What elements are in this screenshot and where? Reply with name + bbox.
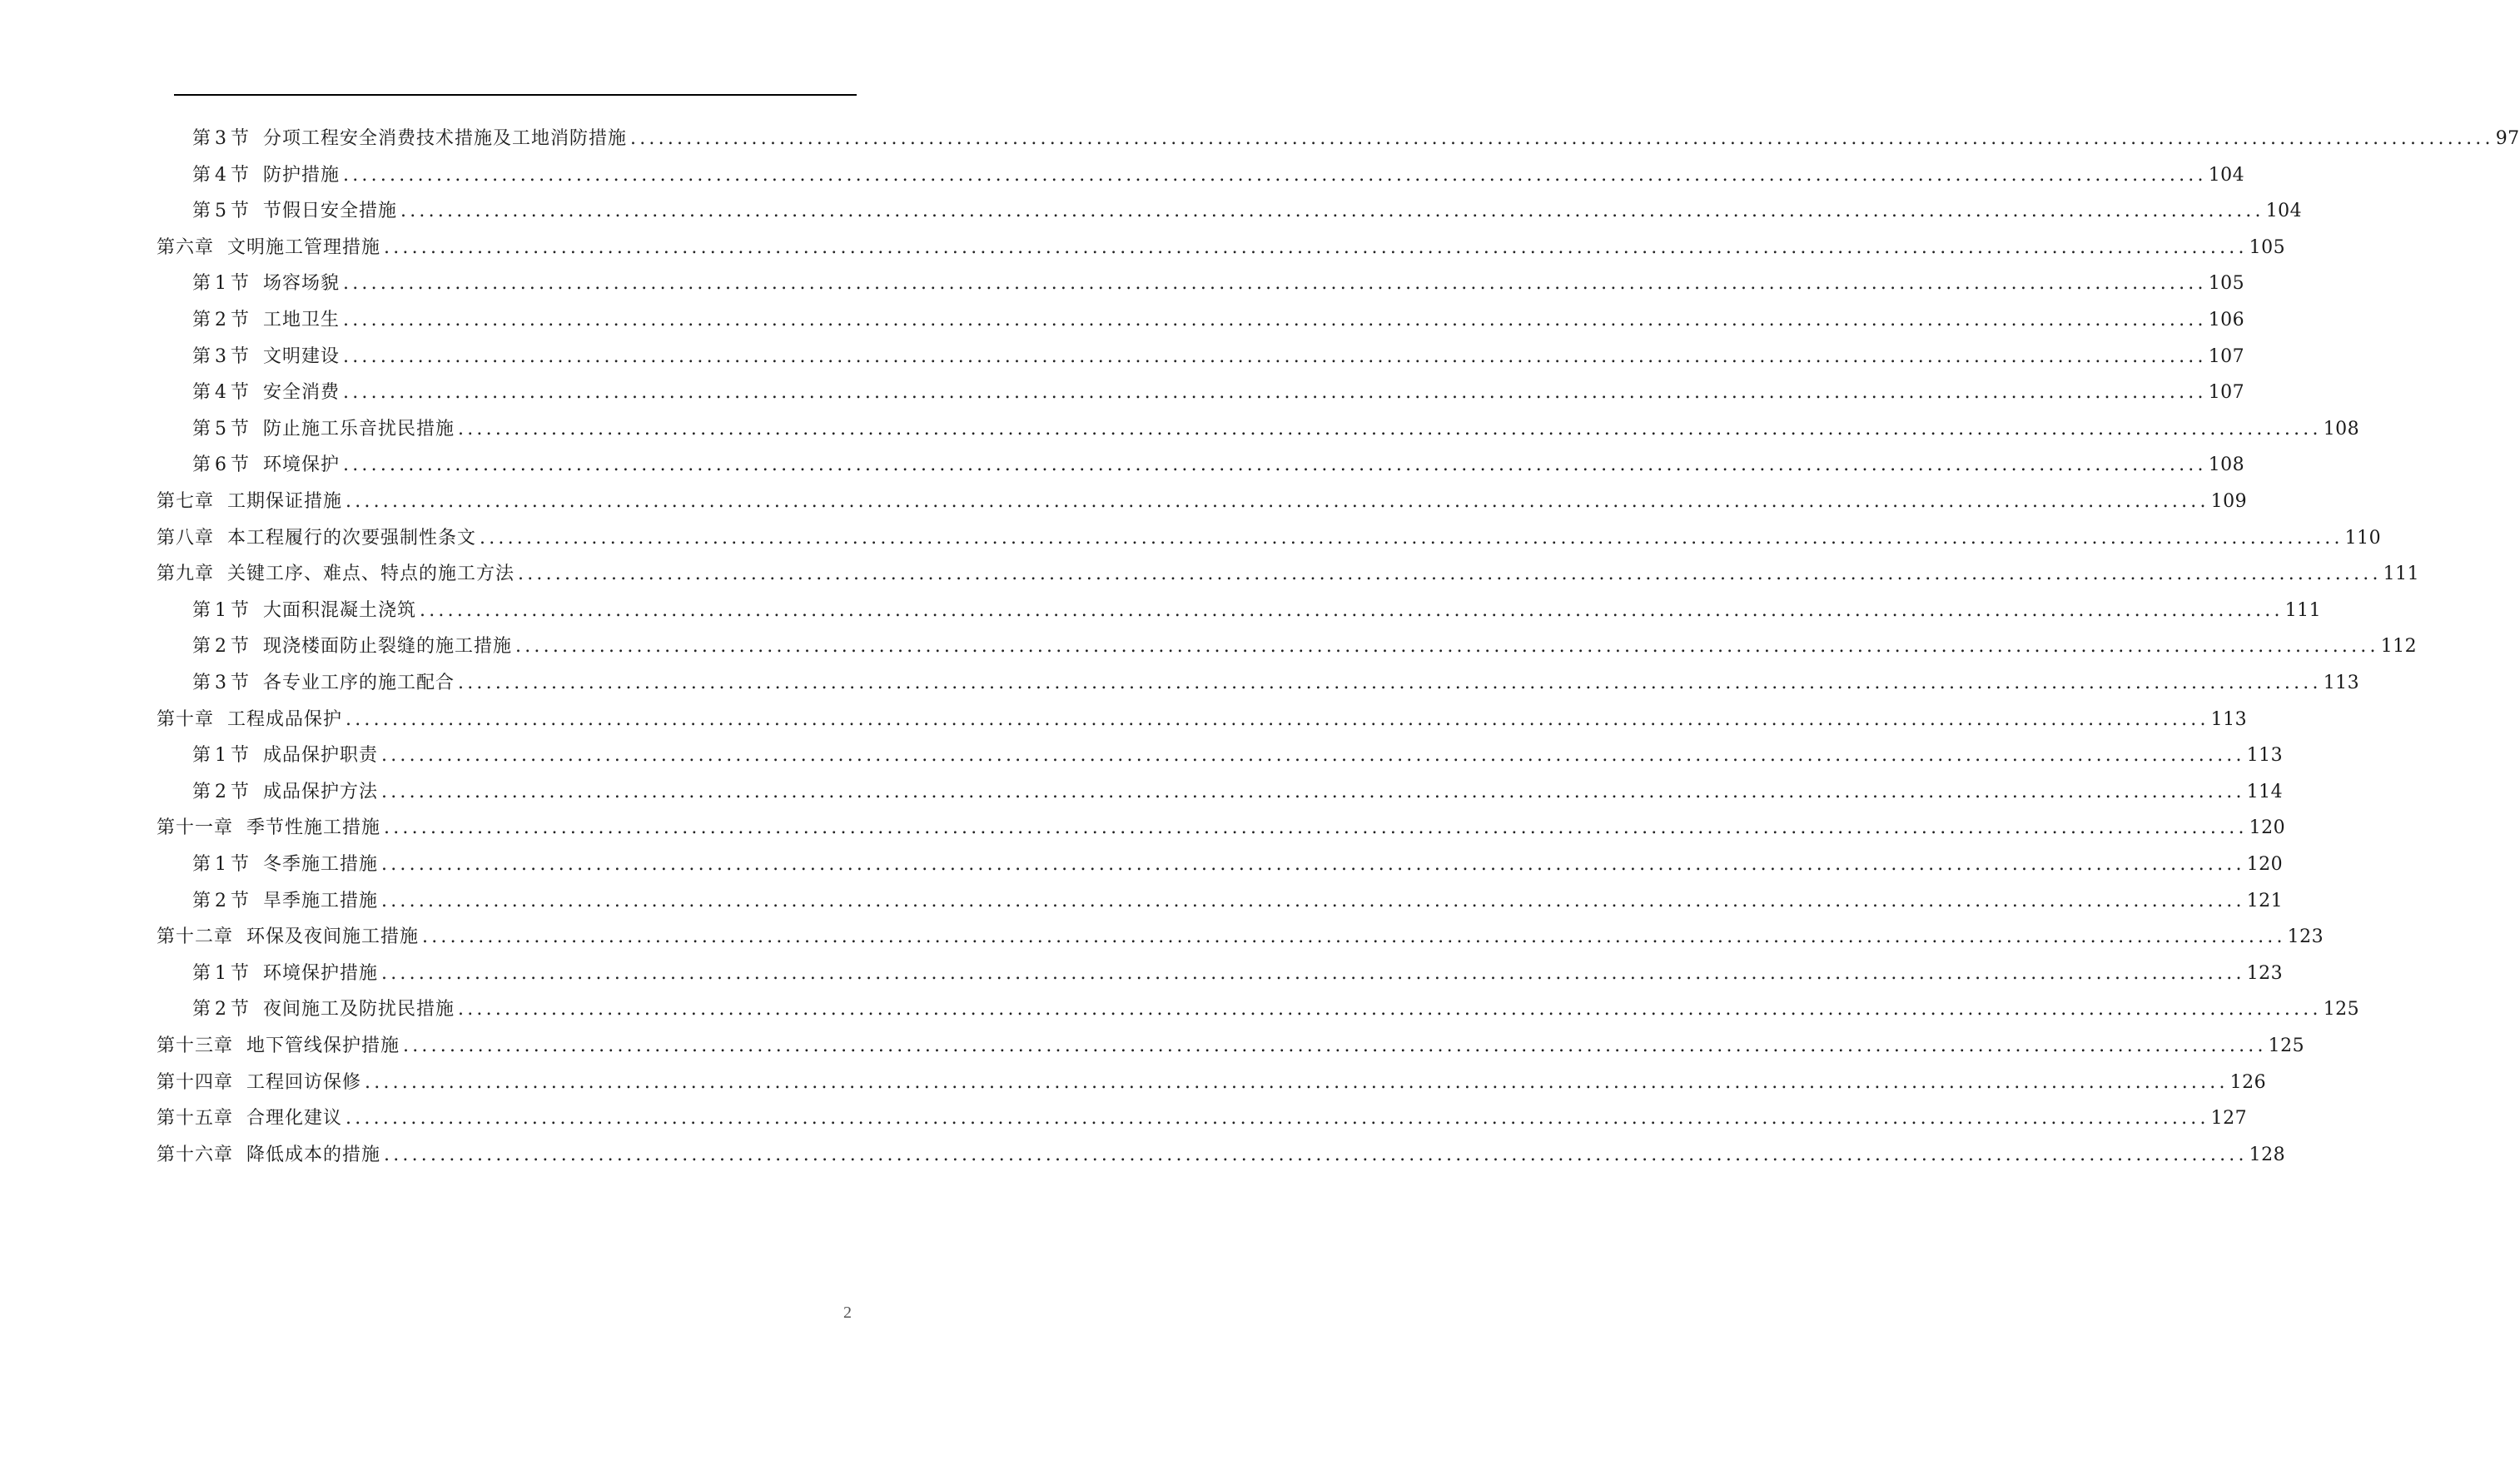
toc-entry-prefix: 第: [192, 962, 212, 984]
toc-entry-page: 111: [2284, 599, 2322, 621]
toc-entry-label: [192, 667, 455, 700]
toc-entry-prefix: 第: [192, 164, 212, 186]
toc-entry-label: [192, 304, 340, 337]
toc-entry-label: [192, 776, 378, 809]
toc-entry-number: 4: [215, 382, 228, 404]
toc-entry-prefix: 第: [192, 201, 212, 222]
toc-entry-suffix: 节: [231, 418, 251, 439]
toc-dot-leader: ........................................................................................................................................................................................................: [515, 636, 2379, 658]
toc-entry-suffix: 节: [231, 164, 251, 186]
toc-entry-label: [157, 703, 342, 737]
toc-entry-label: [192, 195, 397, 228]
toc-entry-prefix: 第: [192, 745, 212, 767]
toc-chapter-entry[interactable]: [157, 1066, 2267, 1100]
toc-entry-title: 环境保护措施: [263, 962, 379, 984]
toc-entry-number: 1: [215, 854, 228, 875]
toc-entry-page: 123: [2287, 926, 2324, 948]
toc-entry-number: 1: [215, 745, 228, 767]
toc-section-entry[interactable]: [192, 159, 2245, 192]
toc-entry-suffix: 节: [231, 345, 251, 367]
toc-entry-label: [192, 376, 340, 410]
toc-entry-page: 109: [2210, 491, 2248, 512]
toc-section-entry[interactable]: [192, 630, 2418, 663]
toc-dot-leader: ........................................................................................................................................................................................................: [343, 310, 2207, 330]
toc-entry-page: 120: [2246, 854, 2284, 875]
toc-entry-suffix: 节: [231, 454, 251, 476]
toc-entry-title: 节假日安全措施: [263, 201, 398, 222]
toc-entry-title: 防护措施: [263, 164, 340, 186]
toc-entry-label: [157, 1102, 342, 1135]
toc-entry-number: 3: [215, 673, 228, 693]
toc-entry-title: 文明建设: [263, 345, 340, 367]
toc-entry-title: 工程回访保修: [246, 1071, 362, 1093]
toc-entry-title: 本工程履行的次要强制性条文: [227, 527, 477, 549]
toc-entry-prefix: 第十六章: [157, 1144, 234, 1165]
toc-entry-prefix: 第十章: [157, 708, 215, 730]
toc-entry-title: 冬季施工措施: [263, 854, 379, 875]
toc-entry-title: 工程成品保护: [227, 708, 343, 730]
toc-entry-title: 降低成本的措施: [246, 1144, 381, 1165]
toc-entry-label: [192, 340, 340, 374]
toc-entry-title: 场容场貌: [263, 273, 340, 295]
toc-dot-leader: ........................................................................................................................................................................................................: [343, 164, 2207, 186]
toc-chapter-entry[interactable]: [157, 921, 2324, 954]
toc-entry-prefix: 第十四章: [157, 1071, 234, 1093]
toc-section-entry[interactable]: [192, 413, 2360, 446]
toc-entry-prefix: 第: [192, 382, 212, 404]
toc-section-entry[interactable]: [192, 267, 2245, 300]
toc-entry-label: [192, 957, 378, 991]
toc-dot-leader: ........................................................................................................................................................................................................: [458, 673, 2322, 693]
toc-dot-leader: ........................................................................................................................................................................................................: [422, 926, 2286, 948]
toc-dot-leader: ........................................................................................................................................................................................................: [345, 1108, 2209, 1130]
toc-dot-leader: ........................................................................................................................................................................................................: [365, 1071, 2229, 1093]
toc-entry-prefix: 第九章: [157, 564, 215, 585]
toc-entry-suffix: 节: [231, 745, 251, 767]
toc-chapter-entry[interactable]: [157, 522, 2382, 555]
toc-entry-title: 分项工程安全消费技术措施及工地消防措施: [263, 128, 628, 149]
toc-entry-label: [192, 122, 627, 156]
toc-entry-title: 防止施工乐音扰民措施: [263, 418, 455, 439]
toc-entry-page: 120: [2249, 817, 2286, 839]
toc-entry-suffix: 节: [231, 636, 251, 658]
toc-entry-prefix: 第: [192, 854, 212, 875]
toc-entry-prefix: 第: [192, 999, 212, 1021]
toc-entry-title: 季节性施工措施: [246, 817, 381, 839]
toc-entry-page: 107: [2208, 345, 2245, 367]
toc-chapter-entry[interactable]: [157, 1139, 2286, 1172]
toc-entry-page: 113: [2323, 673, 2360, 693]
toc-dot-leader: ........................................................................................................................................................................................................: [400, 201, 2264, 222]
toc-chapter-entry[interactable]: [157, 485, 2248, 519]
toc-dot-leader: ........................................................................................................................................................................................................: [381, 962, 2245, 984]
toc-dot-leader: ........................................................................................................................................................................................................: [403, 1035, 2267, 1056]
toc-entry-prefix: 第十一章: [157, 817, 234, 839]
toc-entry-title: 各专业工序的施工配合: [263, 673, 455, 693]
toc-dot-leader: ........................................................................................................................................................................................................: [381, 781, 2245, 802]
toc-entry-suffix: 节: [231, 999, 251, 1021]
toc-entry-title: 夜间施工及防扰民措施: [263, 999, 455, 1021]
toc-entry-title: 工地卫生: [263, 310, 340, 330]
toc-entry-suffix: 节: [231, 273, 251, 295]
toc-entry-page: 127: [2210, 1108, 2248, 1130]
toc-section-entry[interactable]: [192, 340, 2245, 374]
toc-dot-leader: ........................................................................................................................................................................................................: [384, 817, 2248, 839]
toc-entry-suffix: 节: [231, 201, 251, 222]
toc-entry-prefix: 第: [192, 310, 212, 330]
toc-entry-page: 97: [2495, 128, 2520, 149]
toc-entry-page: 112: [2380, 636, 2418, 658]
toc-entry-title: 关键工序、难点、特点的施工方法: [227, 564, 515, 585]
toc-section-entry[interactable]: [192, 776, 2284, 809]
toc-entry-page: 114: [2246, 781, 2284, 802]
toc-entry-label: [157, 522, 476, 555]
toc-entry-number: 1: [215, 599, 228, 621]
toc-dot-leader: ........................................................................................................................................................................................................: [384, 236, 2248, 258]
toc-entry-number: 2: [215, 636, 228, 658]
toc-entry-label: [157, 1066, 361, 1100]
toc-entry-page: 105: [2208, 273, 2245, 295]
toc-entry-suffix: 节: [231, 310, 251, 330]
toc-entry-suffix: 节: [231, 890, 251, 911]
toc-section-entry[interactable]: [192, 449, 2245, 482]
toc-dot-leader: ........................................................................................................................................................................................................: [381, 890, 2245, 911]
toc-entry-prefix: 第: [192, 128, 212, 149]
toc-entry-title: 环境保护: [263, 454, 340, 476]
toc-section-entry[interactable]: [192, 122, 2520, 156]
toc-entry-page: 108: [2323, 418, 2360, 439]
toc-section-entry[interactable]: [192, 195, 2303, 228]
toc-section-entry[interactable]: [192, 993, 2360, 1026]
toc-entry-prefix: 第六章: [157, 236, 215, 258]
toc-entry-title: 成品保护职责: [263, 745, 379, 767]
toc-entry-page: 106: [2208, 310, 2245, 330]
toc-entry-page: 125: [2323, 999, 2360, 1021]
toc-chapter-entry[interactable]: [157, 1102, 2248, 1135]
toc-entry-label: [192, 993, 455, 1026]
toc-entry-number: 3: [215, 128, 228, 149]
toc-chapter-entry[interactable]: [157, 703, 2248, 737]
toc-entry-number: 6: [215, 454, 228, 476]
toc-entry-suffix: 节: [231, 854, 251, 875]
toc-entry-number: 4: [215, 164, 228, 186]
toc-entry-label: [157, 485, 342, 519]
toc-entry-label: [192, 885, 378, 918]
toc-entry-prefix: 第十五章: [157, 1108, 234, 1130]
toc-dot-leader: ........................................................................................................................................................................................................: [518, 564, 2382, 585]
toc-entry-title: 现浇楼面防止裂缝的施工措施: [263, 636, 513, 658]
toc-entry-number: 3: [215, 345, 228, 367]
toc-entry-prefix: 第: [192, 636, 212, 658]
toc-entry-page: 121: [2246, 890, 2284, 911]
toc-dot-leader: ........................................................................................................................................................................................................: [458, 999, 2322, 1021]
toc-entry-prefix: 第: [192, 599, 212, 621]
toc-entry-page: 126: [2229, 1071, 2267, 1093]
toc-section-entry[interactable]: [192, 376, 2245, 410]
toc-entry-title: 文明施工管理措施: [227, 236, 381, 258]
toc-entry-title: 旱季施工措施: [263, 890, 379, 911]
toc-entry-page: 111: [2383, 564, 2420, 585]
toc-dot-leader: ........................................................................................................................................................................................................: [345, 491, 2209, 512]
toc-chapter-entry[interactable]: [157, 812, 2286, 845]
page-number: 2: [843, 1304, 852, 1322]
toc-entry-page: 107: [2208, 382, 2245, 404]
toc-entry-label: [157, 231, 380, 265]
toc-entry-page: 123: [2246, 962, 2284, 984]
toc-entry-title: 成品保护方法: [263, 781, 379, 802]
toc-entry-label: [192, 594, 416, 628]
toc-entry-prefix: 第: [192, 454, 212, 476]
toc-entry-label: [157, 558, 514, 591]
toc-dot-leader: ........................................................................................................................................................................................................: [343, 345, 2207, 367]
toc-dot-leader: ........................................................................................................................................................................................................: [420, 599, 2284, 621]
toc-entry-page: 125: [2268, 1035, 2305, 1056]
toc-entry-number: 5: [215, 418, 228, 439]
toc-dot-leader: ........................................................................................................................................................................................................: [630, 128, 2494, 149]
toc-dot-leader: ........................................................................................................................................................................................................: [343, 273, 2207, 295]
toc-entry-page: 113: [2210, 708, 2248, 730]
toc-section-entry[interactable]: [192, 885, 2284, 918]
toc-dot-leader: ........................................................................................................................................................................................................: [343, 382, 2207, 404]
toc-entry-suffix: 节: [231, 673, 251, 693]
toc-entry-prefix: 第十二章: [157, 926, 234, 948]
toc-section-entry[interactable]: [192, 667, 2360, 700]
toc-dot-leader: ........................................................................................................................................................................................................: [458, 418, 2322, 439]
toc-dot-leader: ........................................................................................................................................................................................................: [381, 745, 2245, 767]
toc-entry-prefix: 第: [192, 273, 212, 295]
toc-entry-page: 104: [2208, 164, 2245, 186]
toc-entry-title: 工期保证措施: [227, 491, 343, 512]
header-rule: [174, 94, 857, 96]
toc-entry-prefix: 第: [192, 345, 212, 367]
toc-section-entry[interactable]: [192, 304, 2245, 337]
toc-entry-label: [192, 739, 378, 772]
toc-entry-number: 2: [215, 999, 228, 1021]
toc-entry-title: 地下管线保护措施: [246, 1035, 400, 1056]
toc-chapter-entry[interactable]: [157, 231, 2286, 265]
toc-section-entry[interactable]: [192, 739, 2284, 772]
toc-dot-leader: ........................................................................................................................................................................................................: [381, 854, 2245, 875]
toc-dot-leader: ........................................................................................................................................................................................................: [345, 708, 2209, 730]
toc-entry-label: [192, 630, 512, 663]
toc-chapter-entry[interactable]: [157, 558, 2420, 591]
toc-entry-prefix: 第: [192, 781, 212, 802]
toc-entry-number: 1: [215, 273, 228, 295]
toc-entry-title: 安全消费: [263, 382, 340, 404]
toc-entry-title: 合理化建议: [246, 1108, 343, 1130]
toc-chapter-entry[interactable]: [157, 1030, 2305, 1063]
toc-entry-label: [192, 449, 340, 482]
toc-entry-suffix: 节: [231, 599, 251, 621]
toc-section-entry[interactable]: [192, 957, 2284, 991]
toc-entry-suffix: 节: [231, 781, 251, 802]
toc-entry-prefix: 第: [192, 673, 212, 693]
toc-entry-suffix: 节: [231, 128, 251, 149]
toc-entry-page: 104: [2265, 201, 2303, 222]
toc-entry-page: 108: [2208, 454, 2245, 476]
toc-section-entry[interactable]: [192, 594, 2322, 628]
toc-entry-label: [192, 159, 340, 192]
toc-dot-leader: ........................................................................................................................................................................................................: [343, 454, 2207, 476]
toc-entry-label: [157, 921, 419, 954]
toc-entry-page: 105: [2249, 236, 2286, 258]
toc-entry-label: [192, 267, 340, 300]
toc-entry-number: 1: [215, 962, 228, 984]
toc-entry-prefix: 第: [192, 418, 212, 439]
toc-entry-label: [157, 812, 380, 845]
toc-section-entry[interactable]: [192, 848, 2284, 881]
toc-entry-suffix: 节: [231, 962, 251, 984]
toc-entry-title: 大面积混凝土浇筑: [263, 599, 417, 621]
toc-dot-leader: ........................................................................................................................................................................................................: [480, 527, 2344, 549]
toc-dot-leader: ........................................................................................................................................................................................................: [384, 1144, 2248, 1165]
toc-entry-prefix: 第七章: [157, 491, 215, 512]
toc-entry-label: [157, 1139, 380, 1172]
toc-entry-prefix: 第十三章: [157, 1035, 234, 1056]
toc-entry-number: 2: [215, 890, 228, 911]
toc-entry-number: 2: [215, 781, 228, 802]
toc-entry-page: 113: [2246, 745, 2284, 767]
toc-entry-prefix: 第八章: [157, 527, 215, 549]
toc-entry-title: 环保及夜间施工措施: [246, 926, 420, 948]
toc-entry-label: [192, 848, 378, 881]
toc-entry-number: 5: [215, 201, 228, 222]
toc-entry-suffix: 节: [231, 382, 251, 404]
toc-entry-number: 2: [215, 310, 228, 330]
toc-entry-page: 110: [2344, 527, 2382, 549]
toc-entry-label: [192, 413, 455, 446]
toc-entry-page: 128: [2249, 1144, 2286, 1165]
toc-entry-prefix: 第: [192, 890, 212, 911]
toc-entry-label: [157, 1030, 400, 1063]
